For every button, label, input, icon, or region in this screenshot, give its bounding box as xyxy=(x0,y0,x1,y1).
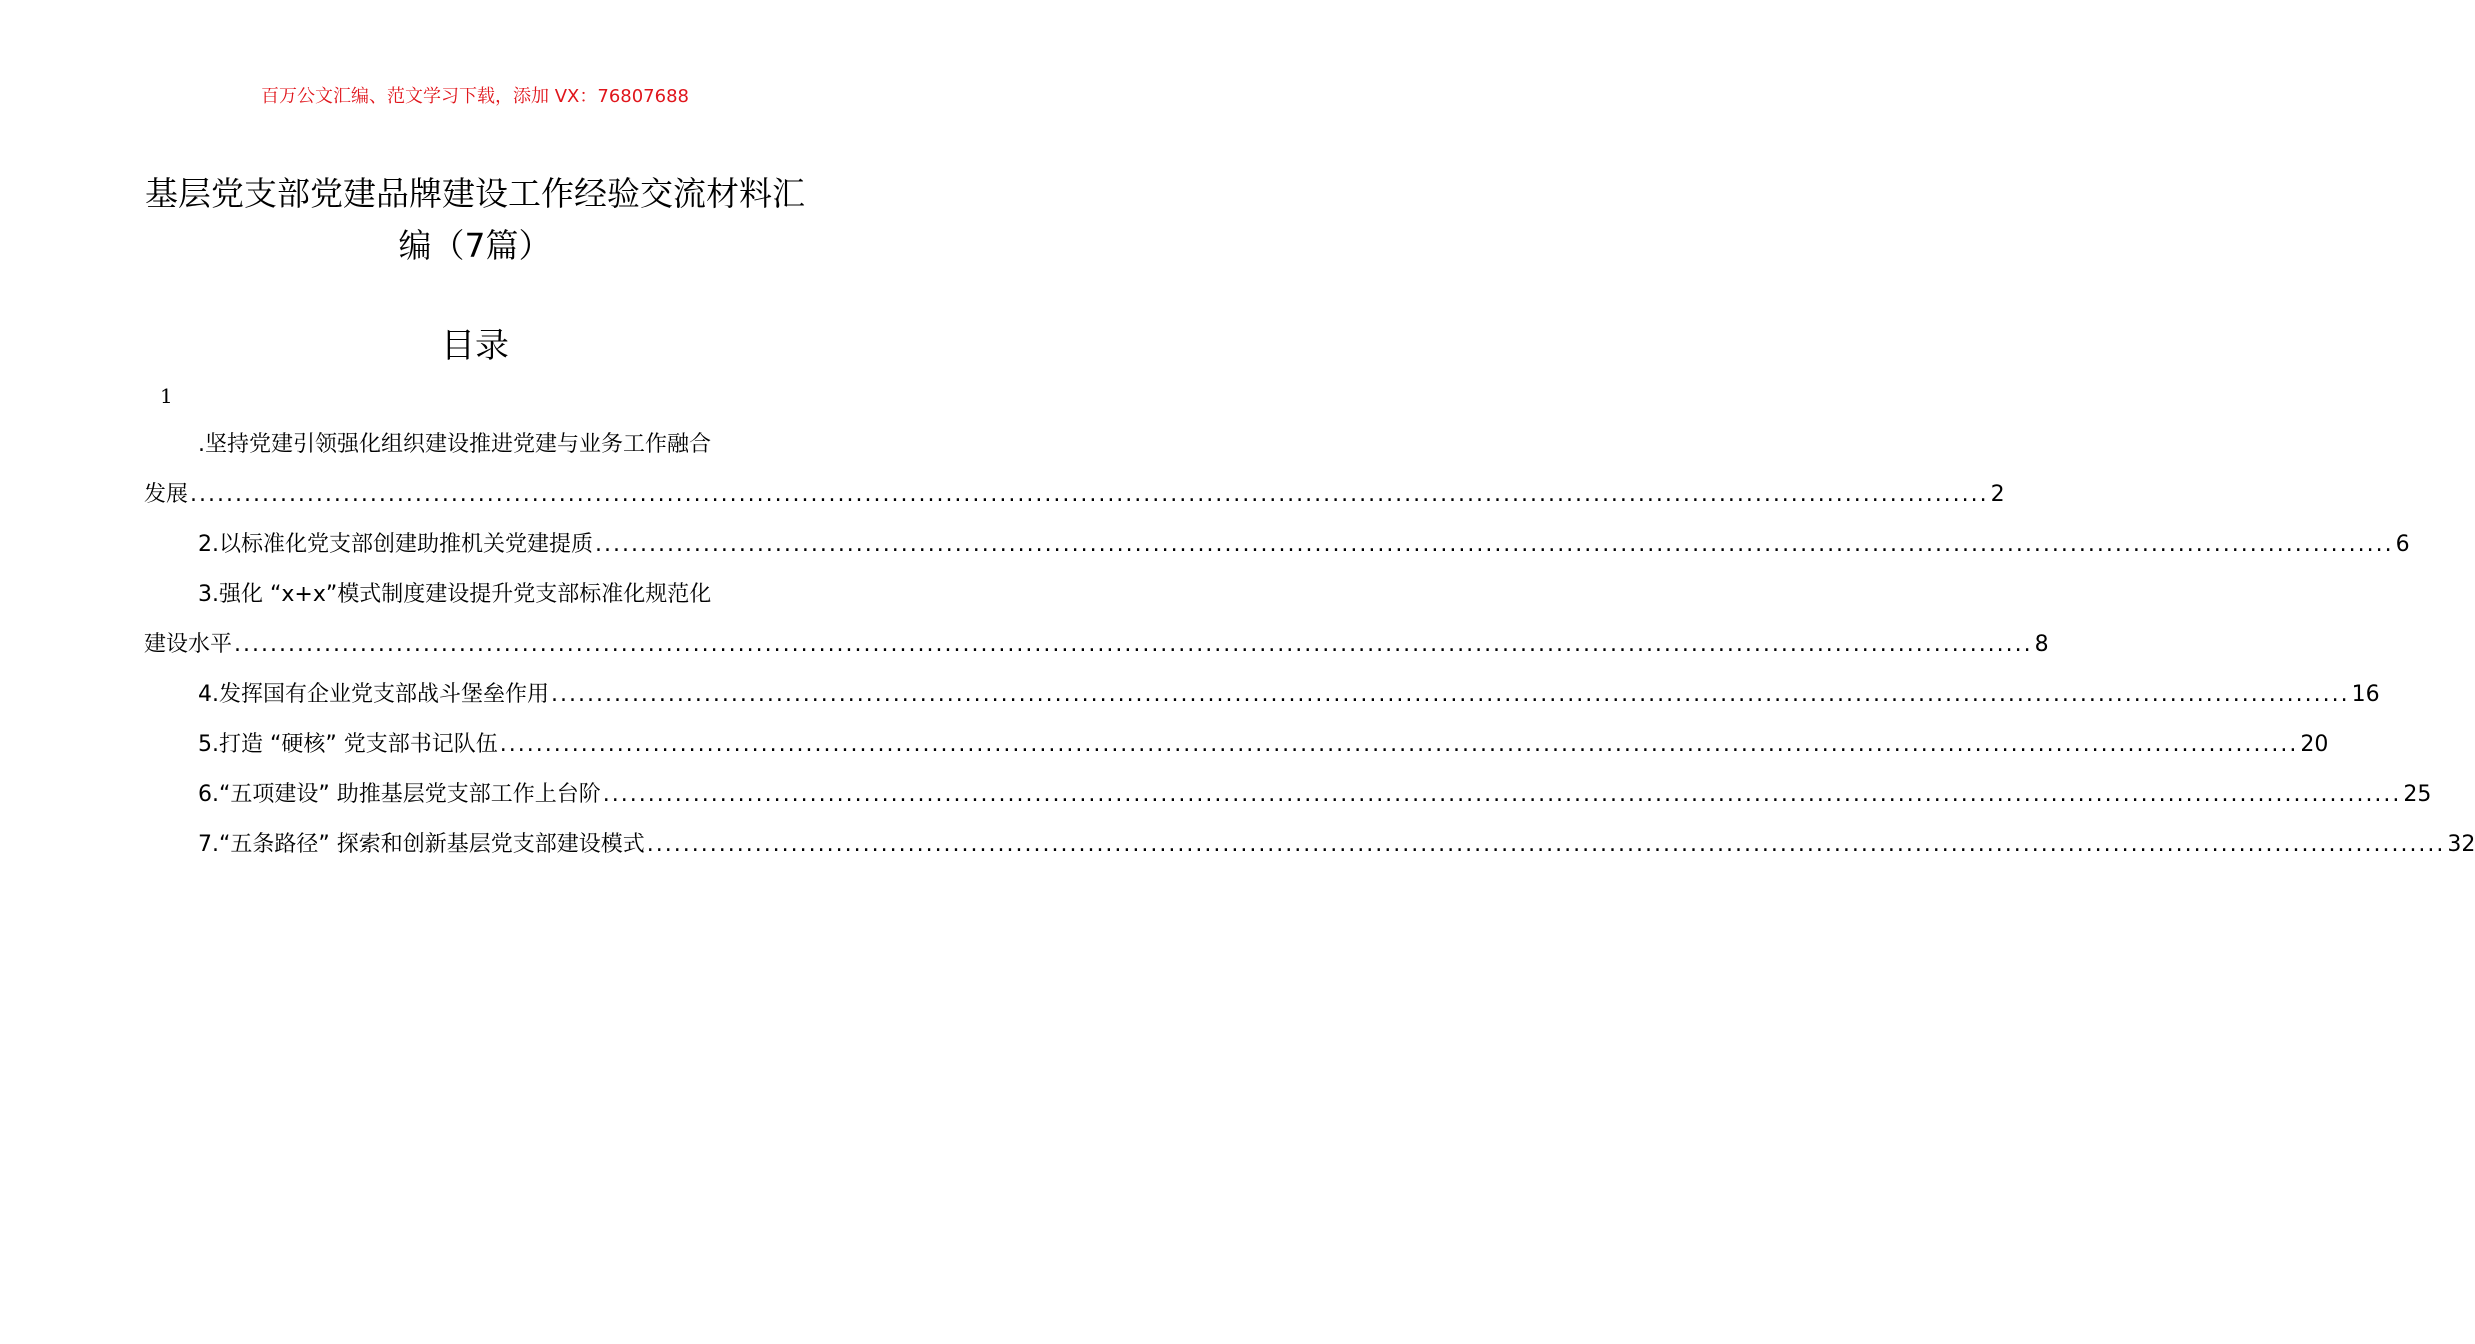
toc-entry-1-line2 xyxy=(144,470,2005,520)
toc-entry-4-page: 16 xyxy=(2351,682,2380,707)
toc-entry-3[interactable] xyxy=(144,570,2049,670)
toc-entry-5-page: 20 xyxy=(2300,732,2329,757)
header-note: 百万公文汇编、范文学习下载，添加 VX：76807688 xyxy=(261,86,689,107)
toc-entry-4-text: 4.发挥国有企业党支部战斗堡垒作用 xyxy=(198,682,549,707)
toc-entry-1-page: 2 xyxy=(1990,482,2005,507)
toc-entry-6-page: 25 xyxy=(2403,782,2432,807)
toc-entry-7-text: 7.“五条路径” 探索和创新基层党支部建设模式 xyxy=(198,832,645,857)
toc-entry-3-page: 8 xyxy=(2034,632,2049,657)
toc-entry-1-text: 发展 xyxy=(144,482,189,507)
toc-leader-dots: ........................................................................................................................................................................................................ xyxy=(190,482,1989,507)
toc-entry-3-line2 xyxy=(144,620,2049,670)
toc-leader-dots: ........................................................................................................................................................................................................ xyxy=(595,532,2394,557)
stray-number: 1 xyxy=(160,384,173,408)
toc-entry-1-line1: .坚持党建引领强化组织建设推进党建与业务工作融合 xyxy=(198,432,711,457)
toc-entry-6[interactable] xyxy=(144,770,2432,820)
toc-entry-1[interactable] xyxy=(144,420,2005,520)
toc-entry-5-line xyxy=(144,720,2329,770)
toc-leader-dots: ........................................................................................................................................................................................................ xyxy=(234,632,2033,657)
toc-entry-5-text: 5.打造 “硬核” 党支部书记队伍 xyxy=(198,732,498,757)
toc-entry-3-line1: 3.强化 “x+x”模式制度建设提升党支部标准化规范化 xyxy=(198,582,712,607)
toc-entry-4[interactable] xyxy=(144,670,2380,720)
toc-entry-7[interactable] xyxy=(144,820,2475,870)
toc-entry-7-line xyxy=(144,820,2475,870)
toc-entry-4-line xyxy=(144,670,2380,720)
toc-entry-6-text: 6.“五项建设” 助推基层党支部工作上台阶 xyxy=(198,782,601,807)
toc-entry-6-line xyxy=(144,770,2432,820)
table-of-contents xyxy=(144,420,2475,870)
document-title: 基层党支部党建品牌建设工作经验交流材料汇编（7篇） xyxy=(145,174,805,265)
toc-entry-2-page: 6 xyxy=(2395,532,2410,557)
toc-entry-2-line xyxy=(144,520,2410,570)
toc-leader-dots: ........................................................................................................................................................................................................ xyxy=(499,732,2299,757)
toc-leader-dots: ........................................................................................................................................................................................................ xyxy=(646,832,2446,857)
toc-entry-5[interactable] xyxy=(144,720,2329,770)
toc-leader-dots: ........................................................................................................................................................................................................ xyxy=(551,682,2350,707)
toc-entry-2[interactable] xyxy=(144,520,2410,570)
toc-entry-3-text: 建设水平 xyxy=(144,632,233,657)
toc-entry-2-text: 2.以标准化党支部创建助推机关党建提质 xyxy=(198,532,593,557)
toc-heading: 目录 xyxy=(441,326,509,366)
toc-leader-dots: ........................................................................................................................................................................................................ xyxy=(602,782,2402,807)
toc-entry-7-page: 32 xyxy=(2447,832,2475,857)
